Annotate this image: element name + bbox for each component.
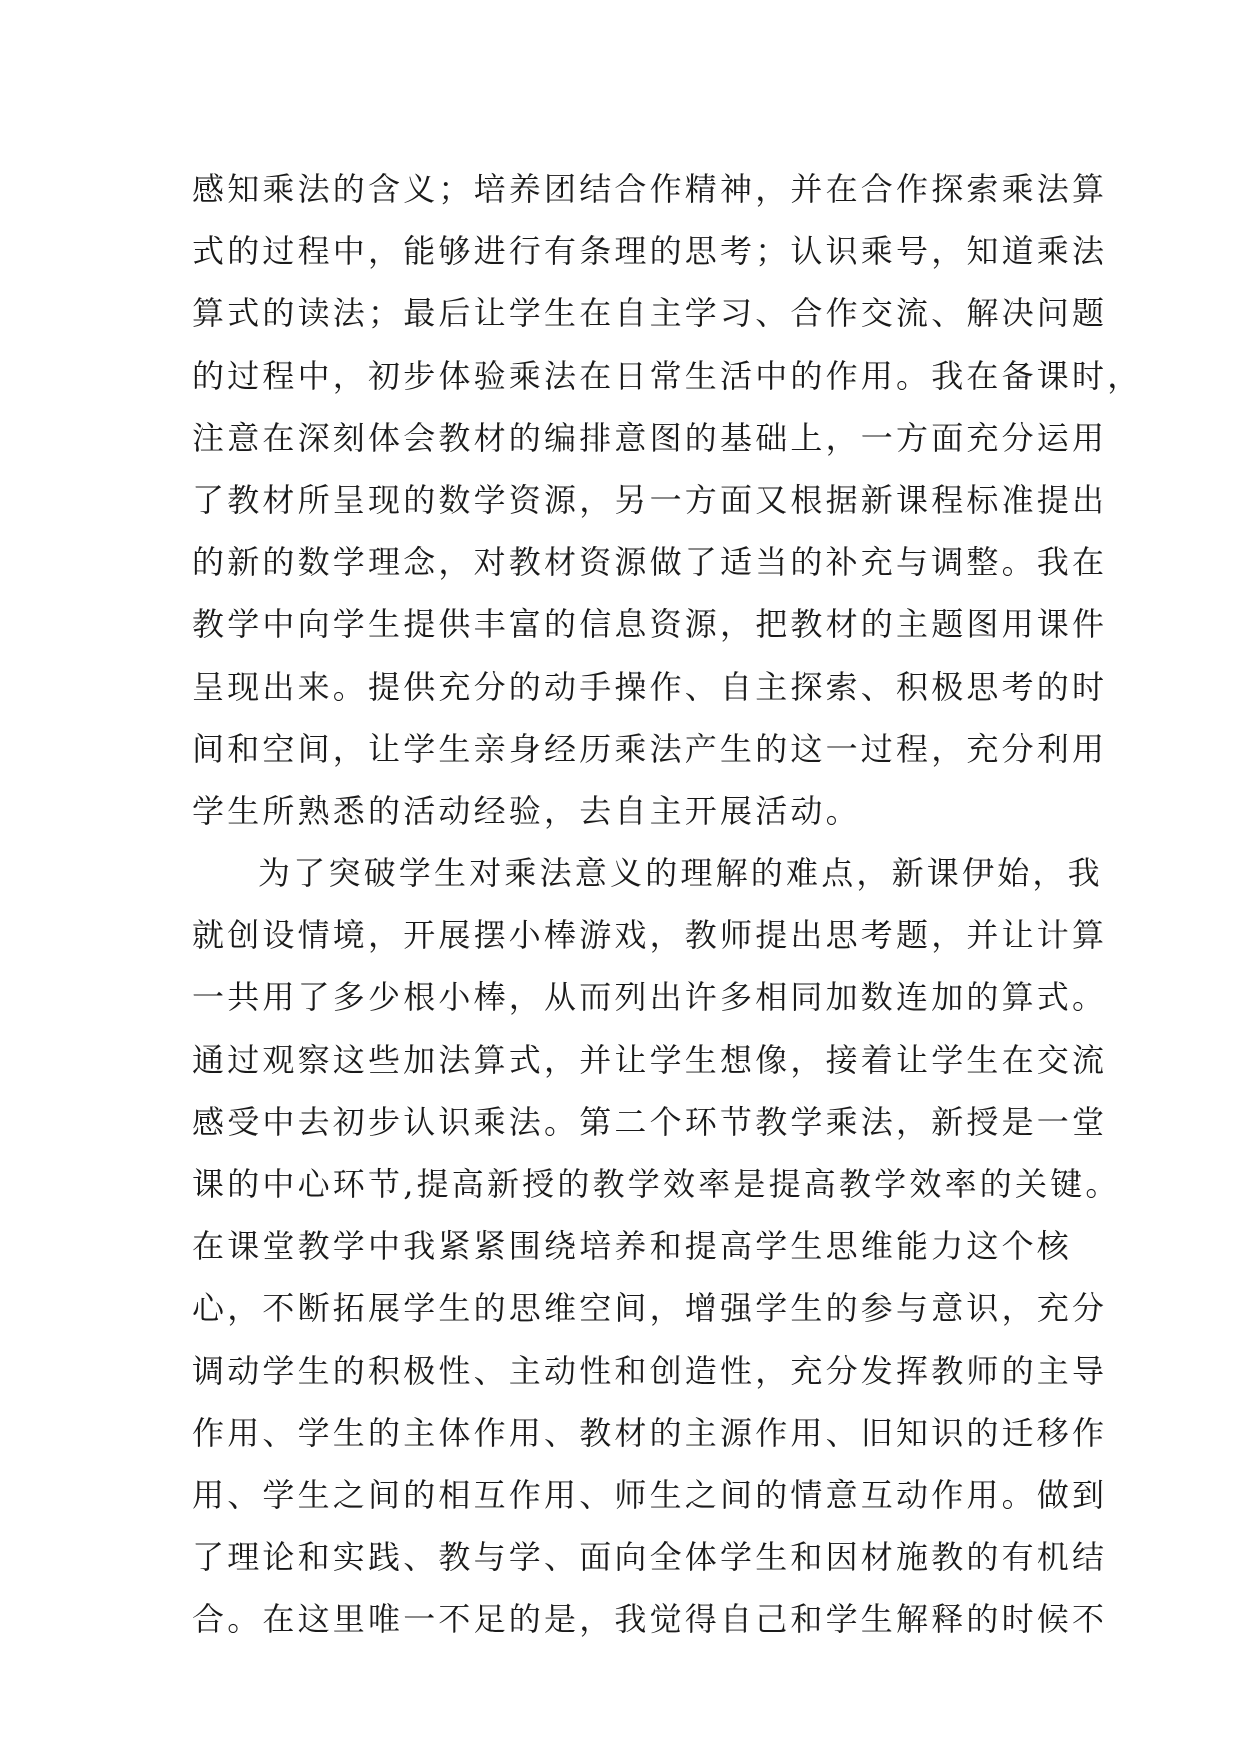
text-line-17: 课的中心环节,提高新授的教学效率是提高教学效率的关键。 <box>192 1165 1121 1203</box>
text-line-20: 调动学生的积极性、主动性和创造性，充分发挥教师的主导 <box>192 1351 1108 1390</box>
text-line-19: 心，不断拓展学生的思维空间，增强学生的参与意识，充分 <box>192 1289 1108 1328</box>
text-line-6: 了教材所呈现的数学资源，另一方面又根据新课程标准提出 <box>192 480 1108 519</box>
text-line-1: 感知乘法的含义；培养团结合作精神，并在合作探索乘法算 <box>192 170 1108 208</box>
text-line-11: 学生所熟悉的活动经验，去自主开展活动。 <box>192 791 861 830</box>
body-text <box>192 158 1143 1651</box>
text-line-3: 算式的读法；最后让学生在自主学习、合作交流、解决问题 <box>192 294 1108 333</box>
text-line-14: 一共用了多少根小棒，从而列出许多相同加数连加的算式。 <box>192 978 1108 1017</box>
text-line-4: 的过程中，初步体验乘法在日常生活中的作用。我在备课时， <box>192 356 1143 395</box>
text-line-15: 通过观察这些加法算式，并让学生想像，接着让学生在交流 <box>192 1040 1108 1079</box>
text-line-24: 合。在这里唯一不足的是，我觉得自己和学生解释的时候不 <box>192 1600 1108 1639</box>
text-line-8: 教学中向学生提供丰富的信息资源，把教材的主题图用课件 <box>192 605 1108 644</box>
text-line-2: 式的过程中，能够进行有条理的思考；认识乘号，知道乘法 <box>192 232 1108 271</box>
text-line-7: 的新的数学理念，对教材资源做了适当的补充与调整。我在 <box>192 543 1108 582</box>
text-line-9: 呈现出来。提供充分的动手操作、自主探索、积极思考的时 <box>192 667 1108 706</box>
text-line-18: 在课堂教学中我紧紧围绕培养和提高学生思维能力这个核 <box>192 1227 1073 1266</box>
paragraph-start-line: 为了突破学生对乘法意义的理解的难点，新课伊始，我 <box>258 854 1103 893</box>
text-line-16: 感受中去初步认识乘法。第二个环节教学乘法，新授是一堂 <box>192 1102 1108 1141</box>
text-line-13: 就创设情境，开展摆小棒游戏，教师提出思考题，并让计算 <box>192 916 1108 955</box>
text-line-22: 用、学生之间的相互作用、师生之间的情意互动作用。做到 <box>192 1475 1108 1514</box>
text-line-5: 注意在深刻体会教材的编排意图的基础上，一方面充分运用 <box>192 418 1108 457</box>
text-line-23: 了理论和实践、教与学、面向全体学生和因材施教的有机结 <box>192 1538 1108 1577</box>
text-line-10: 间和空间，让学生亲身经历乘法产生的这一过程，充分利用 <box>192 729 1108 768</box>
text-line-21: 作用、学生的主体作用、教材的主源作用、旧知识的迁移作 <box>192 1413 1108 1452</box>
